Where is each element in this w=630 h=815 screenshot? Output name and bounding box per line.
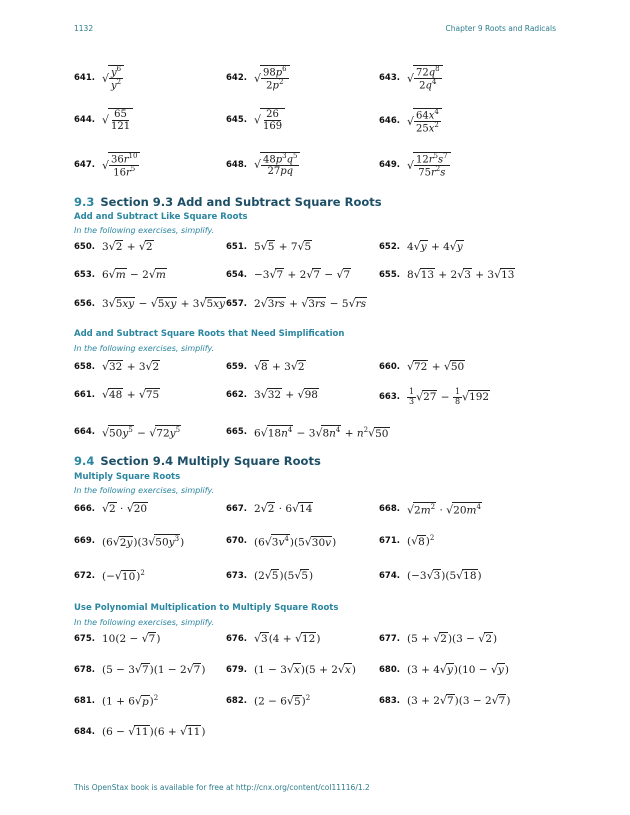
math-expression: $√2m^2 \cdot √20m^4$ [406, 503, 481, 517]
exercise-number: 649. [379, 160, 400, 171]
instruction-text: In the following exercises, simplify. [74, 226, 215, 235]
math-expression: 3√32 + √98 [253, 388, 318, 401]
exercise-number: 650. [74, 241, 95, 252]
exercise-675 [74, 632, 160, 645]
exercise-650 [74, 240, 154, 253]
math-expression: √ $\frac{36r^{10}}{16r^5}$ [102, 152, 140, 179]
exercise-row [74, 425, 564, 441]
exercise-row [74, 663, 564, 677]
exercise-row [74, 360, 564, 374]
page-number: 1132 [74, 24, 94, 33]
exercise-number: 660. [379, 361, 400, 372]
exercise-659 [226, 360, 306, 373]
exercise-number: 666. [74, 503, 95, 514]
exercise-number: 648. [226, 159, 247, 170]
exercise-641 [74, 65, 124, 92]
exercise-645 [226, 108, 285, 132]
exercise-number: 659. [226, 361, 247, 372]
math-expression: $√50y^5 - √72y^5$ [101, 426, 181, 440]
math-expression: $\frac{1}{3}$ √27 − $\frac{1}{8}$ √192 [408, 387, 490, 406]
exercise-number: 656. [74, 298, 95, 309]
exercise-680 [379, 663, 509, 676]
subsection-heading: Add and Subtract Like Square Roots [74, 212, 248, 222]
exercise-row [74, 388, 564, 404]
exercise-number: 658. [74, 361, 95, 372]
exercise-row [74, 725, 564, 739]
math-expression: √ $\frac{26}{169}$ [254, 108, 285, 132]
math-expression: √ $\frac{64x^4}{25x^2}$ [407, 108, 442, 135]
exercise-651 [226, 240, 312, 253]
math-expression: $(6√2y)(3√50y^3)$ [101, 535, 185, 549]
exercise-number: 673. [226, 570, 247, 581]
math-expression: √32 + 3√2 [101, 360, 160, 373]
exercise-number: 645. [226, 115, 247, 125]
exercise-number: 678. [74, 664, 95, 675]
math-expression: √ $\frac{98p^6}{2p^2}$ [254, 65, 290, 92]
subsection-heading: Multiply Square Roots [74, 472, 181, 482]
math-expression: 2√3rs + √3rs − 5√rs [253, 297, 366, 310]
exercise-682 [226, 694, 310, 708]
exercise-number: 677. [379, 633, 400, 644]
math-expression: $(√8)^2$ [406, 534, 435, 548]
exercise-row [74, 502, 564, 516]
exercise-number: 679. [226, 664, 247, 675]
math-expression: (3 + 2√7)(3 − 2√7) [406, 694, 511, 707]
exercise-number: 643. [379, 73, 400, 84]
exercise-649 [379, 152, 451, 179]
chapter-title: Chapter 9 Roots and Radicals [445, 24, 556, 33]
exercise-number: 680. [379, 664, 400, 675]
exercise-number: 646. [379, 116, 400, 127]
exercise-row [74, 152, 564, 179]
exercise-number: 665. [226, 427, 247, 438]
subsection-heading: Add and Subtract Square Roots that Need Simplification [74, 329, 345, 339]
math-expression: 10(2 − √7) [101, 632, 161, 645]
section-title: Section 9.4 Multiply Square Roots [100, 454, 321, 468]
math-expression: −3√7 + 2√7 − √7 [253, 268, 351, 281]
instruction-text: In the following exercises, simplify. [74, 486, 215, 495]
exercise-652 [379, 240, 464, 253]
exercise-number: 647. [74, 160, 95, 171]
exercise-row [74, 297, 564, 311]
exercise-662 [226, 388, 319, 401]
exercise-number: 662. [226, 389, 247, 400]
math-expression: $(6√3v^4)(5√30v)$ [253, 535, 337, 549]
math-expression: 6√m − 2√m [101, 268, 166, 281]
exercise-657 [226, 297, 367, 310]
exercise-number: 674. [379, 570, 400, 581]
exercise-number: 667. [226, 503, 247, 514]
exercise-668 [379, 502, 482, 517]
exercise-653 [74, 268, 167, 281]
section-heading-9-3 [74, 195, 382, 209]
math-expression: 5√5 + 7√5 [253, 240, 312, 253]
exercise-number: 681. [74, 695, 95, 706]
exercise-number: 669. [74, 536, 95, 547]
math-expression: $(-√10)^2$ [101, 569, 145, 583]
exercise-row [74, 534, 564, 550]
exercise-row [74, 65, 564, 92]
exercise-643 [379, 65, 443, 92]
math-expression: (−3√3)(5√18) [406, 569, 482, 582]
math-expression: $6√18n^4 - 3√8n^4 + n^2√50$ [253, 426, 389, 440]
exercise-number: 651. [226, 241, 247, 252]
math-expression: (2√5)(5√5) [253, 569, 314, 582]
math-expression: √ $\frac{72q^8}{2q^4}$ [407, 65, 443, 92]
exercise-number: 672. [74, 570, 95, 581]
exercise-number: 664. [74, 427, 95, 438]
exercise-661 [74, 388, 160, 401]
math-expression: √ $\frac{48p^3q^5}{27pq}$ [254, 152, 301, 177]
exercise-678 [74, 663, 205, 676]
exercise-658 [74, 360, 160, 373]
exercise-681 [74, 694, 158, 708]
instruction-text: In the following exercises, simplify. [74, 618, 215, 627]
footer-attribution: This OpenStax book is available for free at http://cnx.org/content/col11116/1.2 [74, 783, 370, 792]
exercise-676 [226, 632, 320, 645]
instruction-text: In the following exercises, simplify. [74, 344, 215, 353]
math-expression: 3√5xy − √5xy + 3√5xy [101, 297, 225, 310]
exercise-646 [379, 108, 442, 135]
exercise-number: 644. [74, 115, 95, 125]
exercise-number: 670. [226, 536, 247, 547]
exercise-674 [379, 569, 482, 582]
exercise-row [74, 569, 564, 583]
math-expression: √ $\frac{12r^5s^7}{75r^2s}$ [407, 152, 451, 179]
math-expression: 8√13 + 2√3 + 3√13 [406, 268, 515, 281]
math-expression: √ $\frac{y^6}{y^2}$ [102, 65, 124, 92]
exercise-663 [379, 388, 490, 407]
exercise-666 [74, 502, 148, 515]
section-title: Section 9.3 Add and Subtract Square Roots [100, 195, 382, 209]
math-expression: (3 + 4√y)(10 − √y) [406, 663, 509, 676]
exercise-row [74, 240, 564, 254]
math-expression: 4√y + 4√y [406, 240, 463, 253]
math-expression: 2√2 · 6√14 [253, 502, 313, 515]
math-expression: 3√2 + √2 [101, 240, 153, 253]
section-heading-9-4 [74, 454, 321, 468]
exercise-660 [379, 360, 465, 373]
exercise-672 [74, 569, 145, 583]
exercise-number: 684. [74, 726, 95, 737]
exercise-664 [74, 425, 181, 440]
exercise-number: 661. [74, 389, 95, 400]
exercise-row [74, 268, 564, 282]
exercise-number: 641. [74, 73, 95, 84]
exercise-644 [74, 108, 133, 132]
exercise-655 [379, 268, 515, 281]
exercise-656 [74, 297, 226, 310]
subsection-heading: Use Polynomial Multiplication to Multiply Square Roots [74, 603, 339, 613]
math-expression: √ $\frac{65}{121}$ [102, 108, 133, 132]
math-expression: $(2 - 6√5)^2$ [253, 694, 311, 708]
exercise-number: 657. [226, 298, 247, 309]
exercise-number: 676. [226, 633, 247, 644]
exercise-648 [226, 152, 300, 177]
exercise-number: 668. [379, 504, 400, 515]
exercise-number: 652. [379, 241, 400, 252]
math-expression: (6 − √11)(6 + √11) [101, 725, 206, 738]
exercise-row [74, 694, 564, 708]
exercise-number: 653. [74, 269, 95, 280]
exercise-670 [226, 534, 336, 549]
math-expression: √2 · √20 [101, 502, 148, 515]
exercise-654 [226, 268, 351, 281]
math-expression: √48 + √75 [101, 388, 160, 401]
exercise-row [74, 632, 564, 646]
exercise-647 [74, 152, 140, 179]
section-number: 9.3 [74, 195, 95, 209]
math-expression: (1 − 3√x)(5 + 2√x) [253, 663, 356, 676]
math-expression: √72 + √50 [406, 360, 465, 373]
exercise-number: 683. [379, 695, 400, 706]
exercise-669 [74, 534, 184, 549]
math-expression: √8 + 3√2 [253, 360, 305, 373]
exercise-642 [226, 65, 290, 92]
exercise-number: 671. [379, 535, 400, 546]
section-number: 9.4 [74, 454, 95, 468]
exercise-number: 663. [379, 392, 400, 403]
exercise-684 [74, 725, 205, 738]
exercise-671 [379, 534, 434, 548]
exercise-number: 655. [379, 269, 400, 280]
exercise-number: 642. [226, 73, 247, 84]
exercise-row [74, 108, 564, 135]
exercise-665 [226, 425, 390, 440]
exercise-667 [226, 502, 313, 515]
exercise-number: 654. [226, 269, 247, 280]
exercise-number: 675. [74, 633, 95, 644]
math-expression: √3(4 + √12) [253, 632, 321, 645]
math-expression: $(1 + 6√p)^2$ [101, 694, 159, 708]
exercise-679 [226, 663, 356, 676]
math-expression: (5 + √2)(3 − √2) [406, 632, 498, 645]
math-expression: (5 − 3√7)(1 − 2√7) [101, 663, 206, 676]
exercise-677 [379, 632, 497, 645]
exercise-683 [379, 694, 510, 707]
exercise-673 [226, 569, 313, 582]
exercise-number: 682. [226, 695, 247, 706]
